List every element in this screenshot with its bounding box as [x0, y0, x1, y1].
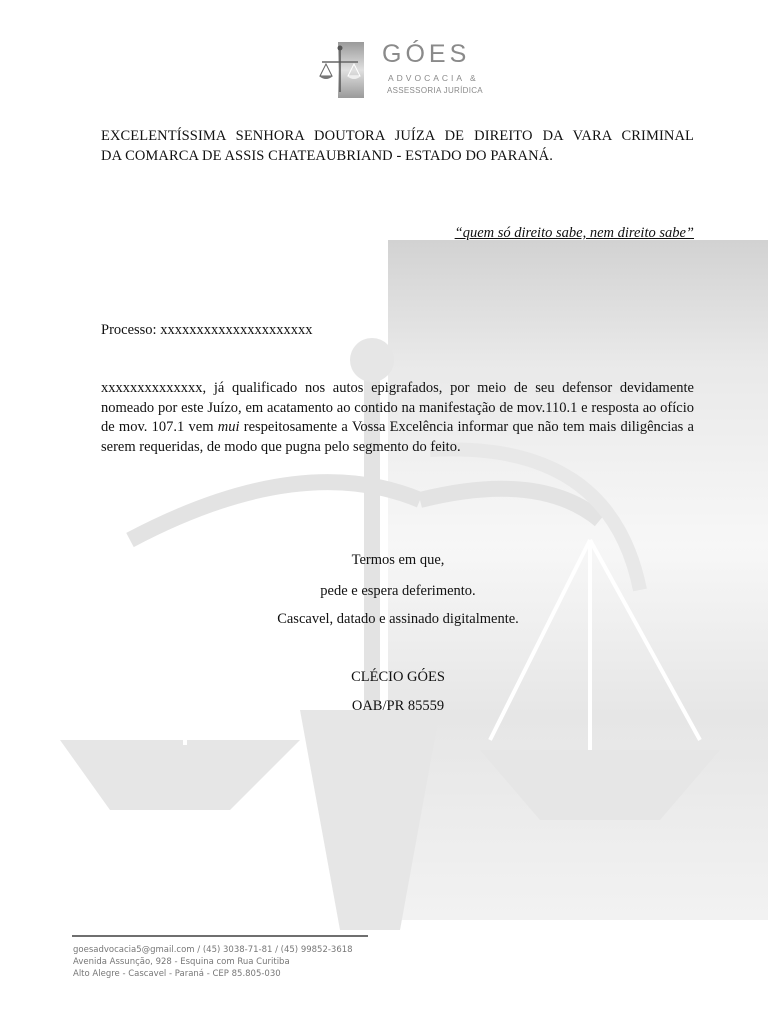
heading-line-2: DA COMARCA DE ASSIS CHATEAUBRIAND - ESTADO DO PARANÁ.: [101, 147, 553, 164]
footer-contact: goesadvocacia5@gmail.com / (45) 3038-71-81 / (45) 99852-3618: [73, 945, 353, 955]
closing-line-1: Termos em que,: [351, 552, 445, 568]
body-text-2: respeitosamente a Vossa Excelência informar que não tem mais diligências a serem requeridas, de modo que pugna pelo segmento do feito.: [101, 419, 694, 455]
petition-body: [101, 379, 694, 457]
closing-line-3: Cascavel, datado e assinado digitalmente.: [277, 611, 519, 627]
footer-city: Alto Alegre - Cascavel - Paraná - CEP 85.805-030: [73, 969, 281, 979]
goes-logo: [318, 40, 483, 100]
logo-subtitle-2: ASSESSORIA JURÍDICA: [387, 86, 483, 95]
epigraph-quote: “quem só direito sabe, nem direito sabe”: [454, 225, 694, 241]
process-number: Processo: xxxxxxxxxxxxxxxxxxxxx: [101, 322, 313, 338]
signature-oab: OAB/PR 85559: [351, 698, 445, 714]
heading-line-1: EXCELENTÍSSIMA SENHORA DOUTORA JUÍZA DE DIREITO DA VARA CRIMINAL: [101, 128, 694, 144]
document-heading: [101, 127, 694, 166]
logo-name: GÓES: [382, 40, 471, 68]
signature-name: CLÉCIO GÓES: [351, 669, 445, 685]
footer-divider: [72, 935, 368, 937]
body-text-1: xxxxxxxxxxxxxx, já qualificado nos autos epigrafados, por meio de seu defensor devidamente nomeado por este Juízo, em acatamento ao contido na manifestação de mov.110.1 e resposta ao ofício de mov. 107.1 vem: [101, 380, 694, 435]
logo-subtitle-1: ADVOCACIA &: [388, 73, 479, 83]
closing-line-2: pede e espera deferimento.: [320, 583, 476, 599]
body-italic: mui: [217, 419, 240, 435]
footer-address: Avenida Assunção, 928 - Esquina com Rua Curitiba: [73, 957, 290, 967]
scales-logo-icon: [318, 42, 364, 98]
